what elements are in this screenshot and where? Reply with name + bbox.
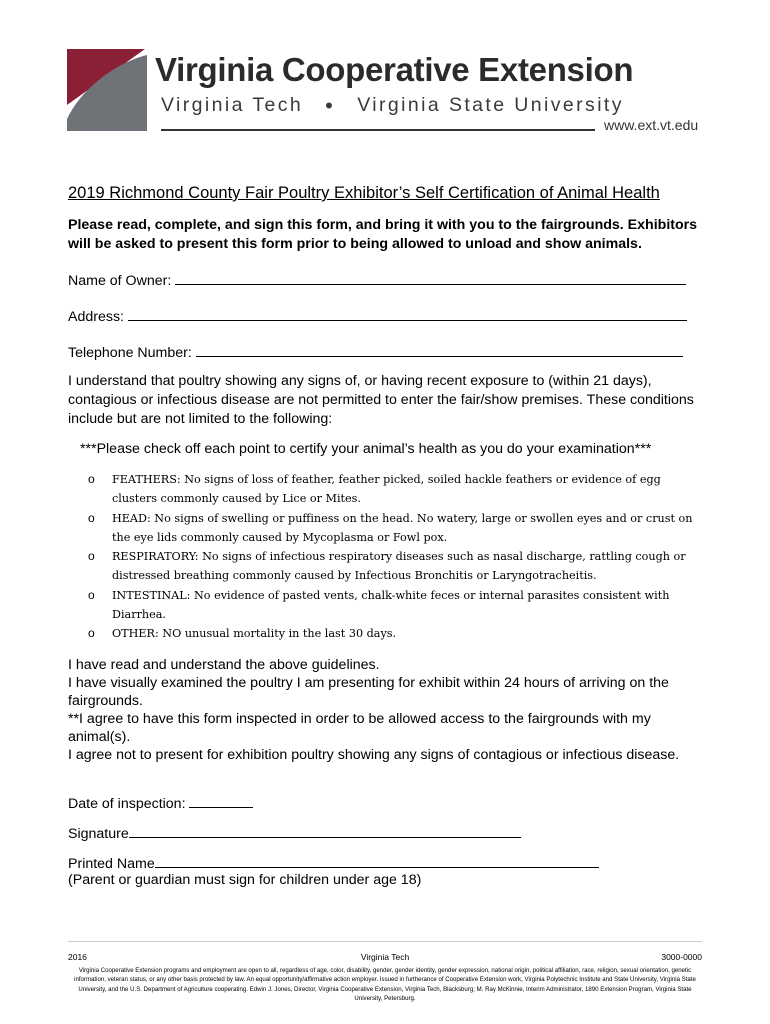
telephone-field[interactable] (68, 343, 683, 361)
criterion-intestinal[interactable] (88, 586, 708, 625)
footer-year: 2016 (68, 952, 87, 962)
criterion-head[interactable] (88, 509, 708, 548)
exposure-statement: I understand that poultry showing any signs of, or having recent exposure to (within 21 days), contagious or infectious disease are not permitted to enter the fair/show premises. These conditions include but are not limited to the following: (68, 373, 694, 427)
address-field[interactable] (68, 307, 687, 325)
check-instruction: ***Please check off each point to certify your animal’s health as you do your examination*** (80, 441, 652, 457)
criterion-feathers[interactable] (88, 470, 708, 509)
checkbox-bullet[interactable]: o (88, 626, 95, 641)
printed-name-label: Printed Name (68, 856, 155, 872)
owner-name-field[interactable] (68, 271, 686, 289)
owner-name-line[interactable] (175, 271, 686, 285)
header-rule (161, 129, 595, 131)
extension-logo (67, 49, 707, 139)
footer-institution: Virginia Tech (360, 952, 410, 962)
signature-line[interactable] (129, 824, 521, 838)
criterion-text: INTESTINAL: No evidence of pasted vents, chalk-white feces or internal parasites consistent with Diarrhea. (112, 588, 670, 622)
website-url[interactable]: www.ext.vt.edu (604, 117, 699, 133)
org-name: Virginia Cooperative Extension (155, 51, 634, 88)
acknowledgement-line: I agree not to present for exhibition poultry showing any signs of contagious or infectious disease. (68, 747, 680, 763)
inspection-date-field[interactable] (68, 794, 253, 812)
telephone-label: Telephone Number: (68, 345, 192, 361)
criterion-text: RESPIRATORY: No signs of infectious respiratory diseases such as nasal discharge, rattling cough or distressed breathing commonly caused by Infectious Bronchitis or Laryngotracheitis. (112, 550, 686, 583)
guardian-note: (Parent or guardian must sign for children under age 18) (68, 872, 422, 888)
extension-logo-mark-icon (67, 49, 147, 131)
universities-line (161, 94, 624, 117)
checkbox-bullet[interactable]: o (88, 587, 95, 602)
printed-name-field[interactable] (68, 854, 599, 872)
criterion-respiratory[interactable] (88, 547, 708, 586)
form-instructions: Please read, complete, and sign this form, and bring it with you to the fairgrounds. Exhibitors will be asked to present this form prior to being allowed to unload and show animals. (68, 217, 698, 252)
inspection-date-label: Date of inspection: (68, 796, 186, 812)
university-vsu: Virginia State University (357, 94, 624, 116)
acknowledgement-line: **I agree to have this form inspected in order to be allowed access to the fairgrounds with my animal(s). (68, 711, 651, 745)
address-line[interactable] (128, 307, 687, 321)
footer-rule (68, 941, 702, 942)
form-title: 2019 Richmond County Fair Poultry Exhibitor’s Self Certification of Animal Health (68, 184, 660, 202)
address-label: Address: (68, 309, 124, 325)
criterion-text: HEAD: No signs of swelling or puffiness on the head. No watery, large or swollen eyes and or crust on the eye lids commonly caused by Mycoplasma or Fowl pox. (112, 511, 693, 544)
criterion-text: OTHER: NO unusual mortality in the last 30 days. (112, 627, 397, 641)
inspection-date-line[interactable] (189, 794, 253, 808)
university-vt: Virginia Tech (161, 94, 304, 116)
printed-name-line[interactable] (155, 854, 599, 868)
checkbox-bullet[interactable]: o (88, 472, 95, 486)
criterion-other[interactable] (88, 624, 708, 643)
signature-label: Signature (68, 826, 129, 842)
footer-disclaimer: Virginia Cooperative Extension programs and employment are open to all, regardless of age, color, disability, gender, gender identity, gender expression, national origin, political affiliation, race, religion, sexual orientation, genetic information, veteran status, or any other basis protected by law. An equal opportunity/affirmative action employer. Issued in furtherance of Cooperative Extension work, Virginia Polytechnic Institute and State University, Virginia State University, and the U.S. Department of Agriculture cooperating. Edwin J. Jones, Director, Virginia Cooperative Extension, Virginia Tech, Blacksburg; M. Ray McKinnie, Interim Administrator, 1890 Extension Program, Virginia State University, Petersburg. (74, 967, 696, 1003)
separator-dot: • (325, 92, 336, 118)
criterion-text: FEATHERS: No signs of loss of feather, feather picked, soiled hackle feathers or evidence of egg clusters commonly caused by Lice or Mites. (112, 473, 661, 506)
telephone-line[interactable] (196, 343, 683, 357)
owner-name-label: Name of Owner: (68, 273, 172, 289)
signature-field[interactable] (68, 824, 521, 842)
footer-publication-code: 3000-0000 (661, 952, 702, 962)
checkbox-bullet[interactable]: o (88, 549, 95, 564)
health-criteria-list (88, 470, 708, 644)
acknowledgement-block (68, 656, 708, 764)
checkbox-bullet[interactable]: o (88, 510, 95, 525)
acknowledgement-line: I have visually examined the poultry I am presenting for exhibit within 24 hours of arriving on the fairgrounds. (68, 675, 669, 709)
acknowledgement-line: I have read and understand the above guidelines. (68, 657, 380, 673)
